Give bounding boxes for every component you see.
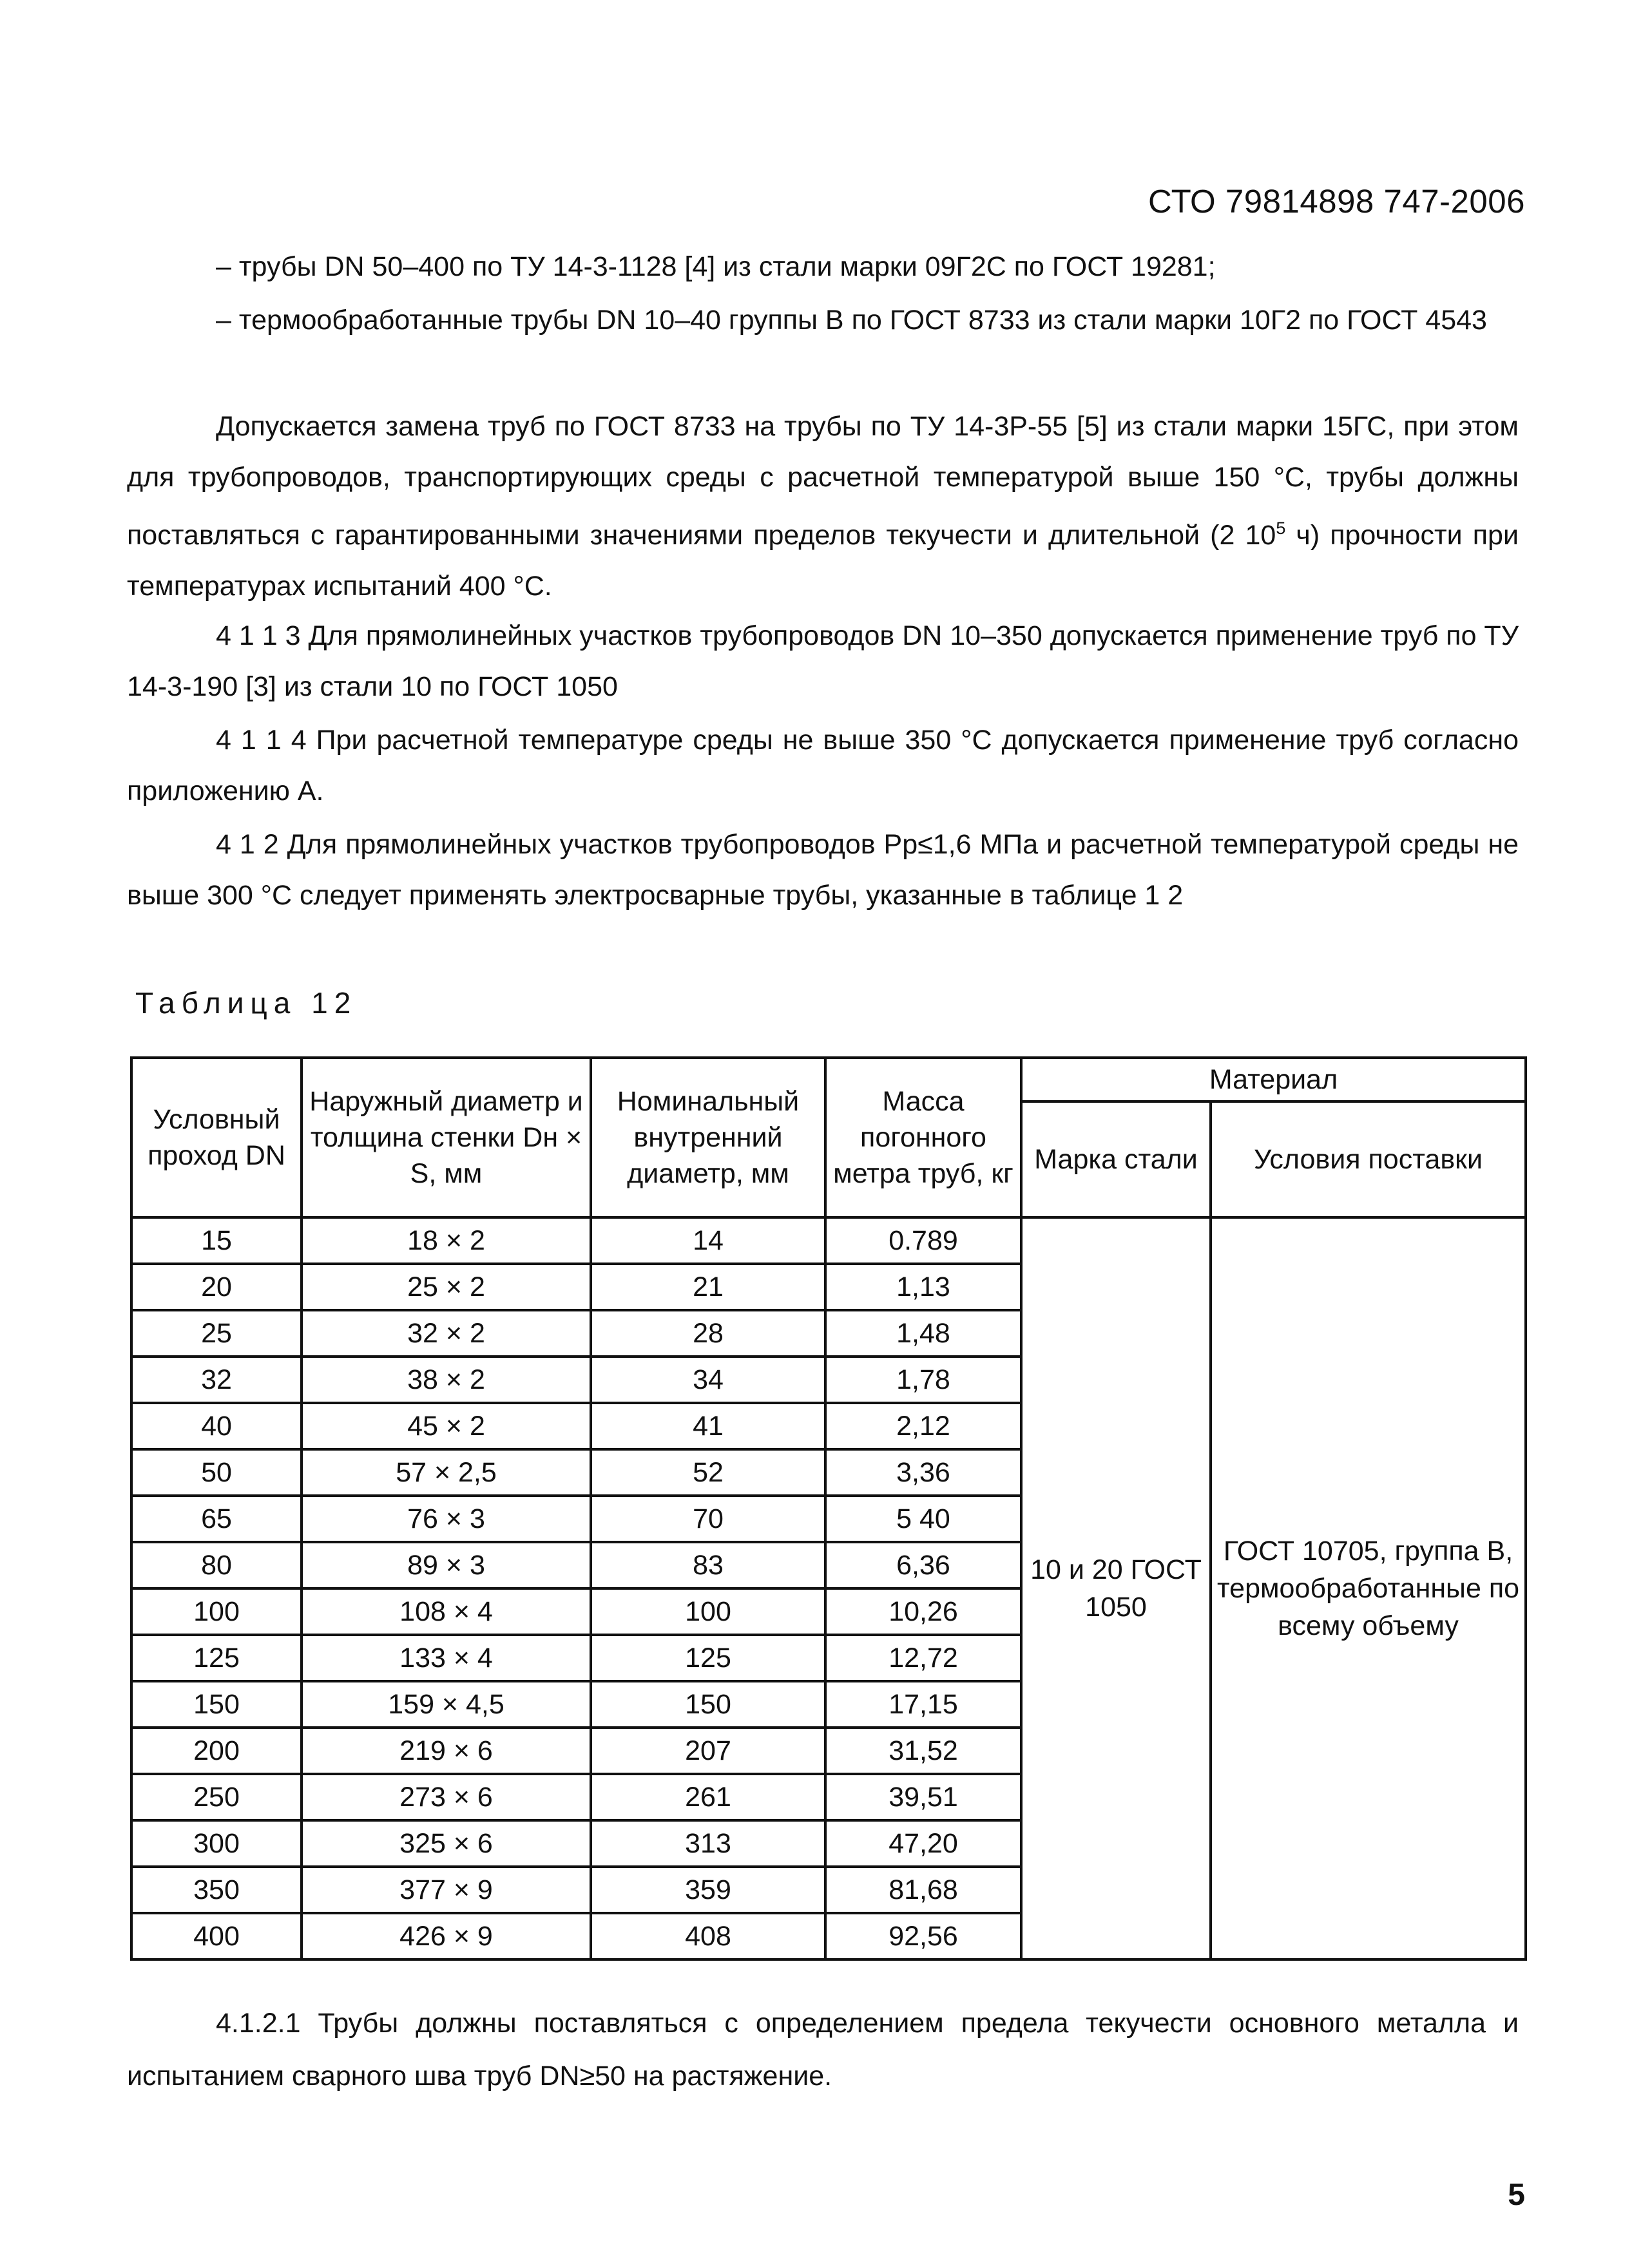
cell-inner-diameter: 70 [591, 1496, 825, 1542]
cell-mass: 39,51 [825, 1774, 1021, 1820]
table-header-row [131, 1058, 1526, 1101]
cell-mass: 1,13 [825, 1264, 1021, 1310]
cell-mass: 81,68 [825, 1867, 1021, 1913]
cell-dn: 25 [131, 1310, 302, 1357]
cell-dn: 65 [131, 1496, 302, 1542]
cell-dn: 80 [131, 1542, 302, 1588]
cell-outer-diameter: 89 × 3 [302, 1542, 591, 1588]
header-mass: Масса погонного метра труб, кг [825, 1058, 1021, 1217]
paragraph-4-1-1-4: 4 1 1 4 При расчетной температуре среды не выше 350 °С допускается применение труб согласно приложению А. [127, 725, 1519, 806]
header-material: Материал [1021, 1058, 1526, 1101]
cell-dn: 15 [131, 1217, 302, 1264]
cell-outer-diameter: 159 × 4,5 [302, 1681, 591, 1728]
cell-inner-diameter: 207 [591, 1728, 825, 1774]
paragraph-pipe-replacement-text: Допускается замена труб по ГОСТ 8733 на трубы по ТУ 14-3Р-55 [5] из стали марки 15ГС, при этом для трубопроводов, транспортирующих среды с расчетной температурой выше 150 °С, трубы должны поставляться с гарантированными значениями пределов текучести и длительной (2 10 [127, 411, 1519, 551]
paragraph-pipes-dn50-400: – трубы DN 50–400 по ТУ 14-3-1128 [4] из стали марки 09Г2С по ГОСТ 19281; [216, 251, 1216, 282]
cell-outer-diameter: 426 × 9 [302, 1913, 591, 1959]
paragraph-4-1-2: 4 1 2 Для прямолинейных участков трубопроводов Рр≤1,6 МПа и расчетной температурой среды не выше 300 °С следует применять электросварные трубы, указанные в таблице 1 2 [127, 829, 1519, 911]
cell-mass: 0.789 [825, 1217, 1021, 1264]
table-row [131, 1217, 1526, 1264]
cell-inner-diameter: 313 [591, 1820, 825, 1867]
cell-mass: 6,36 [825, 1542, 1021, 1588]
cell-outer-diameter: 325 × 6 [302, 1820, 591, 1867]
cell-mass: 31,52 [825, 1728, 1021, 1774]
paragraph-4-1-2-1: 4.1.2.1 Трубы должны поставляться с определением предела текучести основного металла и испытанием сварного шва труб DN≥50 на растяжение. [127, 2008, 1519, 2092]
cell-inner-diameter: 359 [591, 1867, 825, 1913]
cell-mass: 92,56 [825, 1913, 1021, 1959]
cell-dn: 400 [131, 1913, 302, 1959]
cell-inner-diameter: 125 [591, 1635, 825, 1681]
cell-inner-diameter: 100 [591, 1588, 825, 1635]
cell-outer-diameter: 25 × 2 [302, 1264, 591, 1310]
cell-mass: 47,20 [825, 1820, 1021, 1867]
header-nominal-bore: Условный проход DN [131, 1058, 302, 1217]
cell-dn: 20 [131, 1264, 302, 1310]
header-outer-diameter: Наружный диаметр и толщина стенки Dн × S, мм [302, 1058, 591, 1217]
cell-inner-diameter: 28 [591, 1310, 825, 1357]
cell-outer-diameter: 108 × 4 [302, 1588, 591, 1635]
cell-outer-diameter: 133 × 4 [302, 1635, 591, 1681]
cell-outer-diameter: 57 × 2,5 [302, 1449, 591, 1496]
paragraph-pipe-replacement [127, 401, 1519, 612]
cell-dn: 125 [131, 1635, 302, 1681]
cell-outer-diameter: 76 × 3 [302, 1496, 591, 1542]
cell-mass: 10,26 [825, 1588, 1021, 1635]
cell-dn: 150 [131, 1681, 302, 1728]
cell-outer-diameter: 273 × 6 [302, 1774, 591, 1820]
cell-dn: 350 [131, 1867, 302, 1913]
paragraph-heat-treated-pipes: – термообработанные трубы DN 10–40 группы В по ГОСТ 8733 из стали марки 10Г2 по ГОСТ 4543 [216, 305, 1487, 336]
cell-inner-diameter: 41 [591, 1403, 825, 1449]
cell-supply-conditions: ГОСТ 10705, группа В, термообработанные по всему объему [1211, 1217, 1526, 1959]
cell-mass: 1,78 [825, 1357, 1021, 1403]
cell-inner-diameter: 83 [591, 1542, 825, 1588]
pipe-spec-table [130, 1056, 1527, 1961]
cell-dn: 200 [131, 1728, 302, 1774]
header-supply-conditions: Условия поставки [1211, 1101, 1526, 1217]
cell-outer-diameter: 32 × 2 [302, 1310, 591, 1357]
cell-inner-diameter: 14 [591, 1217, 825, 1264]
cell-dn: 100 [131, 1588, 302, 1635]
cell-inner-diameter: 52 [591, 1449, 825, 1496]
cell-outer-diameter: 38 × 2 [302, 1357, 591, 1403]
cell-dn: 250 [131, 1774, 302, 1820]
document-code: СТО 79814898 747-2006 [1148, 183, 1525, 220]
paragraph-4-1-1-3: 4 1 1 3 Для прямолинейных участков трубопроводов DN 10–350 допускается применение труб по ТУ 14-3-190 [3] из стали 10 по ГОСТ 1050 [127, 620, 1519, 702]
paragraph-pipe-replacement-text-end: ч) прочности при температурах испытаний 400 °С. [127, 520, 1519, 602]
cell-outer-diameter: 219 × 6 [302, 1728, 591, 1774]
table-body [131, 1217, 1526, 1959]
cell-steel-grade: 10 и 20 ГОСТ 1050 [1021, 1217, 1211, 1959]
header-steel-grade: Марка стали [1021, 1101, 1211, 1217]
cell-dn: 40 [131, 1403, 302, 1449]
cell-inner-diameter: 261 [591, 1774, 825, 1820]
cell-outer-diameter: 18 × 2 [302, 1217, 591, 1264]
cell-inner-diameter: 408 [591, 1913, 825, 1959]
cell-mass: 3,36 [825, 1449, 1021, 1496]
cell-dn: 50 [131, 1449, 302, 1496]
cell-dn: 32 [131, 1357, 302, 1403]
cell-inner-diameter: 21 [591, 1264, 825, 1310]
cell-mass: 1,48 [825, 1310, 1021, 1357]
cell-mass: 12,72 [825, 1635, 1021, 1681]
cell-mass: 17,15 [825, 1681, 1021, 1728]
cell-mass: 5 40 [825, 1496, 1021, 1542]
cell-outer-diameter: 377 × 9 [302, 1867, 591, 1913]
table-caption: Таблица 12 [135, 986, 358, 1020]
superscript-exponent: 5 [1276, 519, 1286, 538]
cell-inner-diameter: 34 [591, 1357, 825, 1403]
page-number: 5 [1508, 2178, 1525, 2212]
cell-mass: 2,12 [825, 1403, 1021, 1449]
cell-outer-diameter: 45 × 2 [302, 1403, 591, 1449]
cell-dn: 300 [131, 1820, 302, 1867]
header-inner-diameter: Номинальный внутренний диаметр, мм [591, 1058, 825, 1217]
cell-inner-diameter: 150 [591, 1681, 825, 1728]
